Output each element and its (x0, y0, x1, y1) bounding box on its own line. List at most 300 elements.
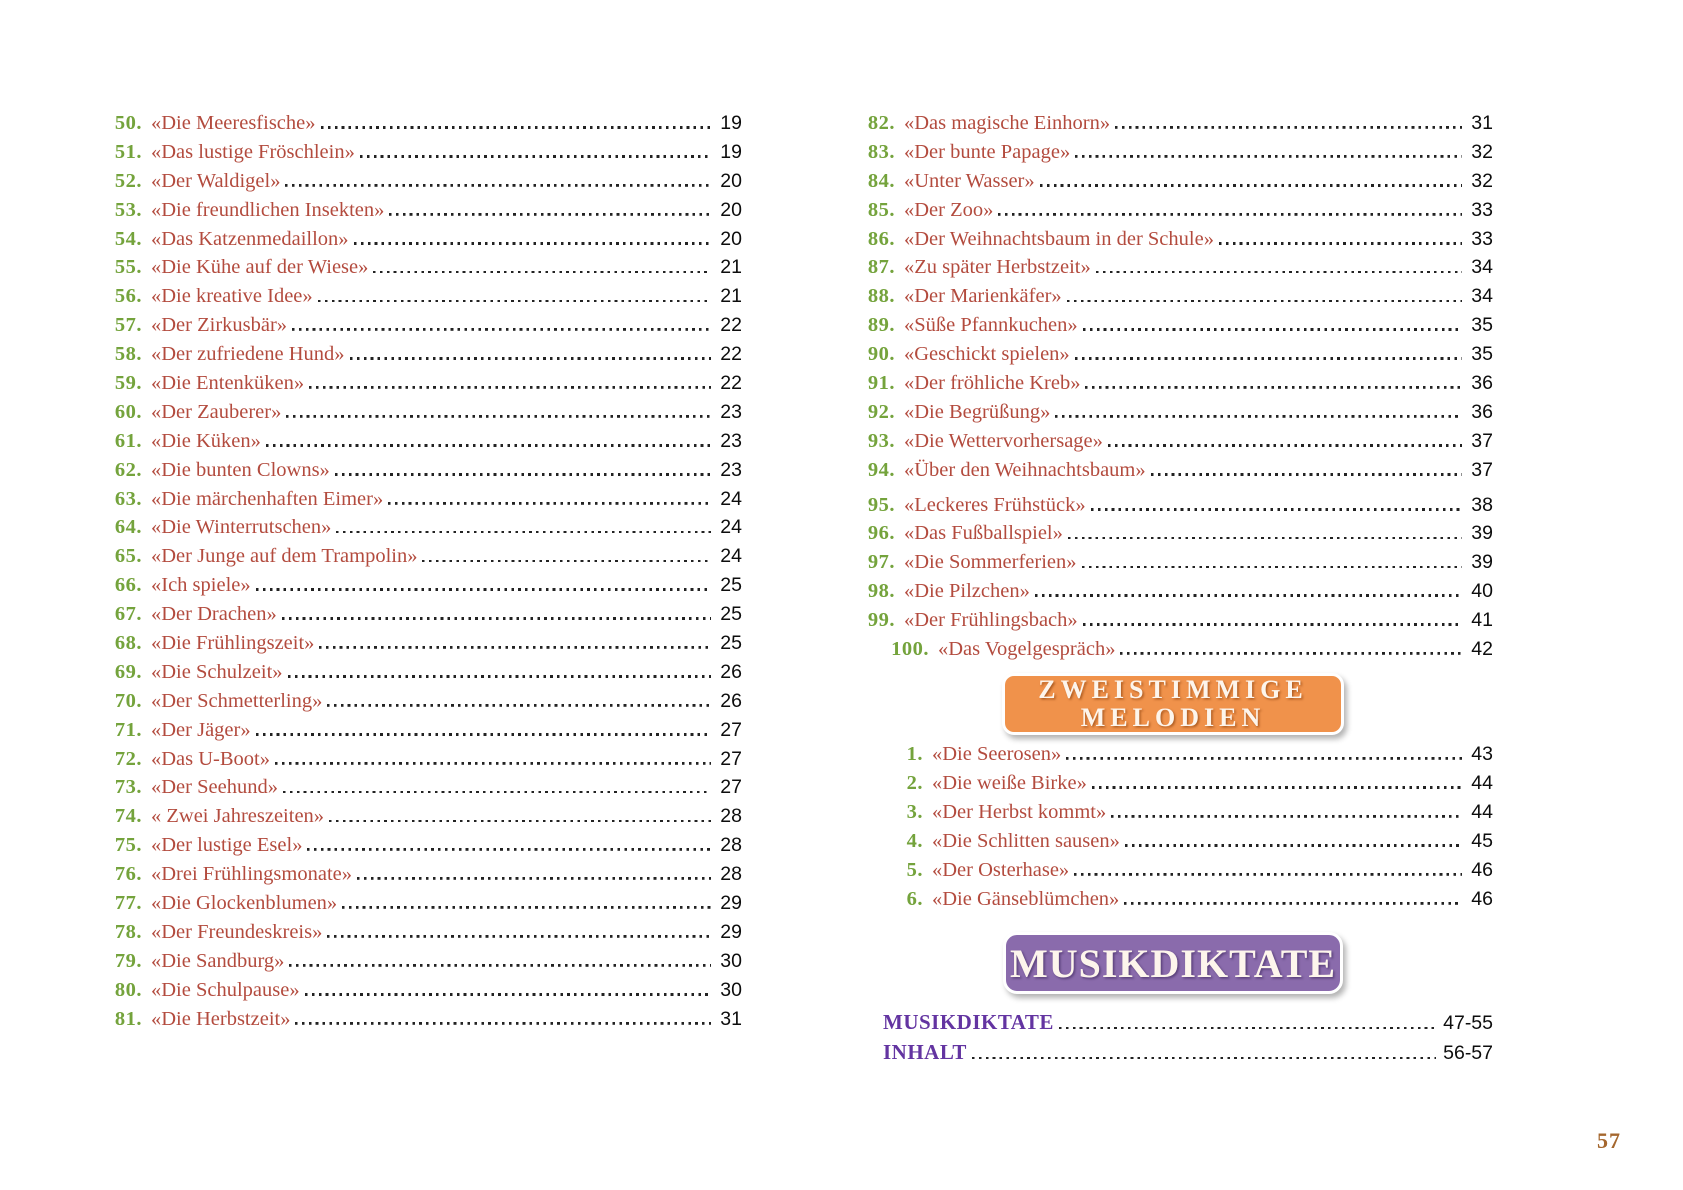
toc-entry-row (100, 892, 742, 921)
dot-leader (256, 588, 711, 591)
entry-page: 46 (1471, 887, 1493, 910)
entry-title: «Die Sommerferien» (904, 551, 1077, 574)
entry-number: 100. (891, 638, 929, 661)
footer-label: MUSIKDIKTATE (883, 1010, 1054, 1035)
toc-footer-entries (853, 1010, 1493, 1070)
toc-melodien-entries (853, 743, 1493, 916)
entry-page: 26 (720, 689, 742, 712)
toc-entry-row (897, 859, 1493, 888)
badge-line-1: ZWEISTIMMIGE (1038, 674, 1308, 704)
dot-leader (288, 675, 711, 678)
dot-leader (350, 357, 711, 360)
entry-page: 25 (720, 603, 742, 626)
dot-leader (1108, 444, 1462, 447)
dot-leader (422, 560, 711, 563)
entry-title: «Die Winterrutschen» (151, 516, 332, 539)
entry-title: «Der Zoo» (904, 198, 994, 221)
entry-title: «Der Jäger» (151, 718, 251, 741)
entry-number: 76. (114, 863, 142, 886)
entry-number: 81. (114, 1007, 142, 1030)
entry-number: 65. (114, 545, 142, 568)
dot-leader (1115, 126, 1462, 129)
entry-title: «Der lustige Esel» (151, 834, 303, 857)
entry-number: 85. (867, 198, 895, 221)
page-number: 57 (1597, 1128, 1621, 1153)
dot-leader (1091, 508, 1462, 511)
entry-page: 20 (720, 227, 742, 250)
entry-number: 71. (114, 718, 142, 741)
toc-entry-row (100, 228, 742, 257)
entry-page: 21 (720, 285, 742, 308)
toc-entry-row (853, 141, 1493, 170)
entry-title: «Der Marienkäfer» (904, 285, 1062, 308)
entry-page: 30 (720, 978, 742, 1001)
dot-leader (282, 617, 711, 620)
entry-title: «Ich spiele» (151, 574, 251, 597)
toc-entry-row (100, 256, 742, 285)
entry-page: 24 (720, 516, 742, 539)
entry-page: 23 (720, 400, 742, 423)
entry-page: 31 (1471, 112, 1493, 134)
footer-page-range: 47-55 (1443, 1012, 1493, 1035)
entry-number: 91. (867, 372, 895, 395)
dot-leader (1151, 473, 1462, 476)
entry-number: 68. (114, 632, 142, 655)
dot-leader (329, 820, 711, 823)
dot-leader (319, 646, 711, 649)
dot-leader (292, 328, 711, 331)
entry-page: 35 (1471, 314, 1493, 337)
footer-page-range: 56-57 (1443, 1042, 1493, 1065)
toc-footer-row (883, 1040, 1493, 1070)
entry-page: 29 (720, 920, 742, 943)
entry-page: 22 (720, 314, 742, 337)
entry-title: «Geschickt spielen» (904, 343, 1070, 366)
toc-entry-row (853, 285, 1493, 314)
toc-entry-row (100, 834, 742, 863)
entry-page: 44 (1471, 771, 1493, 794)
entry-page: 40 (1471, 580, 1493, 603)
entry-number: 62. (114, 458, 142, 481)
entry-title: «Der Osterhase» (932, 858, 1070, 881)
toc-entry-row (100, 459, 742, 488)
entry-title: «Die weiße Birke» (932, 771, 1087, 794)
entry-title: «Der Drachen» (151, 603, 277, 626)
entry-page: 20 (720, 169, 742, 192)
toc-entry-row (100, 950, 742, 979)
entry-title: «Die Frühlingszeit» (151, 632, 315, 655)
entry-page: 39 (1471, 551, 1493, 574)
entry-number: 70. (114, 689, 142, 712)
dot-leader (283, 791, 711, 794)
toc-entry-row (100, 748, 742, 777)
entry-page: 41 (1471, 609, 1493, 632)
entry-number: 56. (114, 285, 142, 308)
entry-number: 75. (114, 834, 142, 857)
dot-leader (318, 300, 711, 303)
entry-page: 25 (720, 574, 742, 597)
entry-page: 28 (720, 805, 742, 828)
entry-page: 21 (720, 256, 742, 279)
dot-leader (1120, 652, 1462, 655)
entry-title: «Die Glockenblumen» (151, 892, 338, 915)
entry-number: 6. (906, 887, 923, 910)
entry-title: «Über den Weihnachtsbaum» (904, 458, 1146, 481)
entry-number: 67. (114, 603, 142, 626)
toc-entry-row (100, 401, 742, 430)
entry-number: 50. (114, 112, 142, 134)
entry-title: «Die Seerosen» (932, 743, 1062, 766)
entry-title: «Der Weihnachtsbaum in der Schule» (904, 227, 1214, 250)
entry-number: 5. (906, 858, 923, 881)
badge-musikdiktate-label: MUSIKDIKTATE (1009, 940, 1337, 986)
entry-page: 20 (720, 198, 742, 221)
entry-title: «Die märchenhaften Eimer» (151, 487, 384, 510)
toc-right-column (853, 112, 1493, 1070)
toc-entry-row (100, 343, 742, 372)
dot-leader (1085, 386, 1462, 389)
entry-number: 82. (867, 112, 895, 134)
entry-title: «Der bunte Papage» (904, 140, 1071, 163)
entry-number: 87. (867, 256, 895, 279)
toc-entry-row (100, 285, 742, 314)
entry-page: 37 (1471, 458, 1493, 481)
entry-number: 52. (114, 169, 142, 192)
toc-entry-row (100, 921, 742, 950)
entry-number: 4. (906, 829, 923, 852)
toc-entry-row (100, 545, 742, 574)
entry-page: 29 (720, 892, 742, 915)
entry-number: 98. (867, 580, 895, 603)
toc-entry-row (100, 776, 742, 805)
toc-entry-row (853, 551, 1493, 580)
entry-title: «Die Begrüßung» (904, 400, 1051, 423)
entry-number: 63. (114, 487, 142, 510)
entry-title: «Die bunten Clowns» (151, 458, 330, 481)
toc-entry-row (100, 112, 742, 141)
toc-entry-row (897, 888, 1493, 917)
entry-number: 79. (114, 949, 142, 972)
entry-page: 38 (1471, 493, 1493, 516)
toc-right-entries (853, 112, 1493, 667)
dot-leader (342, 906, 711, 909)
entry-title: «Die Wettervorhersage» (904, 429, 1103, 452)
toc-entry-row (853, 372, 1493, 401)
toc-entry-row (100, 805, 742, 834)
entry-number: 83. (867, 140, 895, 163)
entry-number: 95. (867, 493, 895, 516)
entry-title: «Die Gänseblümchen» (932, 887, 1120, 910)
dot-leader (285, 184, 711, 187)
entry-number: 97. (867, 551, 895, 574)
toc-entry-row (853, 112, 1493, 141)
entry-number: 99. (867, 609, 895, 632)
entry-page: 43 (1471, 743, 1493, 766)
dot-leader (1075, 357, 1462, 360)
entry-page: 27 (720, 776, 742, 799)
dot-leader (305, 993, 711, 996)
entry-page: 23 (720, 458, 742, 481)
entry-title: «Die kreative Idee» (151, 285, 313, 308)
entry-number: 78. (114, 920, 142, 943)
entry-page: 28 (720, 834, 742, 857)
entry-title: «Die Küken» (151, 429, 261, 452)
dot-leader (321, 126, 711, 129)
entry-number: 96. (867, 522, 895, 545)
entry-title: «Der Zauberer» (151, 400, 282, 423)
toc-entry-row (853, 494, 1493, 523)
entry-number: 58. (114, 343, 142, 366)
entry-number: 69. (114, 660, 142, 683)
entry-page: 19 (720, 112, 742, 134)
entry-number: 57. (114, 314, 142, 337)
toc-entry-row (853, 430, 1493, 459)
entry-number: 1. (906, 743, 923, 766)
dot-leader (335, 473, 711, 476)
dot-leader (1083, 623, 1462, 626)
dot-leader (1059, 1027, 1436, 1030)
entry-page: 32 (1471, 140, 1493, 163)
entry-title: «Das U-Boot» (151, 747, 271, 770)
dot-leader (972, 1057, 1436, 1060)
entry-number: 53. (114, 198, 142, 221)
entry-title: «Die freundlichen Insekten» (151, 198, 385, 221)
entry-number: 89. (867, 314, 895, 337)
toc-entry-row (897, 830, 1493, 859)
entry-number: 54. (114, 227, 142, 250)
entry-title: «Der Junge auf dem Trampolin» (151, 545, 418, 568)
entry-title: « Zwei Jahreszeiten» (151, 805, 325, 828)
dot-leader (336, 531, 711, 534)
dot-leader (1124, 902, 1462, 905)
dot-leader (360, 155, 711, 158)
entry-title: «Das Fußballspiel» (904, 522, 1063, 545)
entry-number: 3. (906, 800, 923, 823)
entry-page: 34 (1471, 285, 1493, 308)
dot-leader (354, 242, 711, 245)
dot-leader (1040, 184, 1462, 187)
entry-page: 44 (1471, 800, 1493, 823)
dot-leader (1219, 242, 1462, 245)
toc-entry-row (853, 401, 1493, 430)
entry-page: 36 (1471, 400, 1493, 423)
dot-leader (1055, 415, 1462, 418)
entry-number: 80. (114, 978, 142, 1001)
toc-entry-row (100, 430, 742, 459)
entry-title: «Leckeres Frühstück» (904, 493, 1086, 516)
entry-number: 73. (114, 776, 142, 799)
dot-leader (1035, 594, 1462, 597)
toc-entry-row (100, 661, 742, 690)
entry-page: 19 (720, 140, 742, 163)
entry-title: «Das magische Einhorn» (904, 112, 1111, 134)
entry-number: 59. (114, 372, 142, 395)
entry-title: «Der Zirkusbär» (151, 314, 288, 337)
entry-page: 27 (720, 747, 742, 770)
toc-entry-row (853, 343, 1493, 372)
entry-page: 23 (720, 429, 742, 452)
toc-footer-row (883, 1010, 1493, 1040)
dot-leader (295, 1022, 711, 1025)
dot-leader (327, 704, 711, 707)
entry-number: 51. (114, 140, 142, 163)
dot-leader (1096, 271, 1462, 274)
toc-entry-row (100, 372, 742, 401)
entry-title: «Der Frühlingsbach» (904, 609, 1078, 632)
entry-title: «Der Waldigel» (151, 169, 281, 192)
footer-label: INHALT (883, 1040, 967, 1065)
entry-title: «Die Sandburg» (151, 949, 285, 972)
entry-page: 42 (1471, 638, 1493, 661)
section-badge-musikdiktate (1003, 932, 1343, 994)
entry-number: 84. (867, 169, 895, 192)
entry-number: 74. (114, 805, 142, 828)
dot-leader (357, 877, 711, 880)
entry-page: 45 (1471, 829, 1493, 852)
entry-page: 32 (1471, 169, 1493, 192)
entry-title: «Das lustige Fröschlein» (151, 140, 355, 163)
entry-title: «Das Katzenmedaillon» (151, 227, 349, 250)
entry-page: 34 (1471, 256, 1493, 279)
toc-left-column (100, 112, 742, 1037)
dot-leader (327, 935, 711, 938)
dot-leader (1125, 844, 1462, 847)
toc-entry-row (100, 632, 742, 661)
toc-entry-row (100, 979, 742, 1008)
entry-title: «Die Schulpause» (151, 978, 300, 1001)
entry-title: «Die Pilzchen» (904, 580, 1030, 603)
entry-number: 66. (114, 574, 142, 597)
entry-title: «Der Freundeskreis» (151, 920, 323, 943)
dot-leader (998, 213, 1462, 216)
toc-entry-row (853, 170, 1493, 199)
entry-page: 35 (1471, 343, 1493, 366)
dot-leader (309, 386, 711, 389)
toc-entry-row (853, 256, 1493, 285)
dot-leader (275, 762, 711, 765)
entry-title: «Die Meeresfische» (151, 112, 316, 134)
entry-title: «Die Entenküken» (151, 372, 305, 395)
entry-title: «Die Schulzeit» (151, 660, 283, 683)
entry-title: «Drei Frühlingsmonate» (151, 863, 352, 886)
dot-leader (1074, 873, 1462, 876)
entry-page: 46 (1471, 858, 1493, 881)
toc-entry-row (100, 1008, 742, 1037)
entry-page: 39 (1471, 522, 1493, 545)
dot-leader (1083, 328, 1462, 331)
entry-title: «Der zufriedene Hund» (151, 343, 345, 366)
entry-number: 55. (114, 256, 142, 279)
entry-page: 22 (720, 372, 742, 395)
entry-page: 30 (720, 949, 742, 972)
entry-title: «Der Seehund» (151, 776, 278, 799)
toc-entry-row (853, 228, 1493, 257)
dot-leader (1082, 566, 1463, 569)
toc-entry-row (100, 488, 742, 517)
toc-entry-row (853, 638, 1493, 667)
badge-line-2: MELODIEN (1080, 703, 1266, 732)
toc-entry-row (853, 609, 1493, 638)
entry-title: «Der Schmetterling» (151, 689, 323, 712)
entry-title: «Die Schlitten sausen» (932, 829, 1120, 852)
toc-entry-row (100, 719, 742, 748)
entry-title: «Das Vogelgespräch» (938, 638, 1116, 661)
toc-entry-row (100, 170, 742, 199)
entry-number: 77. (114, 892, 142, 915)
entry-number: 90. (867, 343, 895, 366)
entry-page: 26 (720, 660, 742, 683)
dot-leader (1066, 757, 1462, 760)
entry-number: 94. (867, 458, 895, 481)
toc-entry-row (100, 516, 742, 545)
toc-entry-row (100, 574, 742, 603)
entry-page: 25 (720, 632, 742, 655)
toc-entry-row (853, 522, 1493, 551)
entry-page: 33 (1471, 198, 1493, 221)
dot-leader (307, 848, 711, 851)
entry-number: 92. (867, 400, 895, 423)
entry-number: 93. (867, 429, 895, 452)
entry-title: «Der fröhliche Kreb» (904, 372, 1081, 395)
dot-leader (266, 444, 711, 447)
toc-entry-row (853, 459, 1493, 488)
dot-leader (373, 271, 711, 274)
toc-entry-row (897, 743, 1493, 772)
dot-leader (286, 415, 711, 418)
entry-page: 27 (720, 718, 742, 741)
entry-number: 86. (867, 227, 895, 250)
dot-leader (1092, 786, 1462, 789)
dot-leader (1068, 537, 1462, 540)
toc-entry-row (100, 690, 742, 719)
toc-entry-row (897, 801, 1493, 830)
toc-entry-row (100, 141, 742, 170)
toc-entry-row (100, 863, 742, 892)
entry-number: 72. (114, 747, 142, 770)
entry-title: «Die Kühe auf der Wiese» (151, 256, 369, 279)
dot-leader (256, 733, 711, 736)
toc-entry-row (100, 603, 742, 632)
entry-page: 36 (1471, 372, 1493, 395)
entry-page: 33 (1471, 227, 1493, 250)
entry-title: «Der Herbst kommt» (932, 800, 1107, 823)
entry-page: 24 (720, 487, 742, 510)
entry-number: 2. (906, 771, 923, 794)
entry-number: 88. (867, 285, 895, 308)
entry-number: 64. (114, 516, 142, 539)
toc-entry-row (853, 314, 1493, 343)
toc-entry-row (897, 772, 1493, 801)
entry-number: 61. (114, 429, 142, 452)
dot-leader (389, 213, 711, 216)
section-badge-zweistimmige-melodien (1002, 673, 1344, 735)
dot-leader (1067, 300, 1462, 303)
entry-title: «Unter Wasser» (904, 169, 1035, 192)
dot-leader (1075, 155, 1462, 158)
entry-page: 24 (720, 545, 742, 568)
entry-title: «Zu später Herbstzeit» (904, 256, 1091, 279)
dot-leader (289, 964, 711, 967)
entry-page: 22 (720, 343, 742, 366)
toc-entry-row (100, 314, 742, 343)
entry-title: «Süße Pfannkuchen» (904, 314, 1078, 337)
toc-entry-row (853, 580, 1493, 609)
entry-page: 31 (720, 1007, 742, 1030)
entry-page: 37 (1471, 429, 1493, 452)
toc-entry-row (853, 199, 1493, 228)
dot-leader (388, 502, 711, 505)
entry-page: 28 (720, 863, 742, 886)
